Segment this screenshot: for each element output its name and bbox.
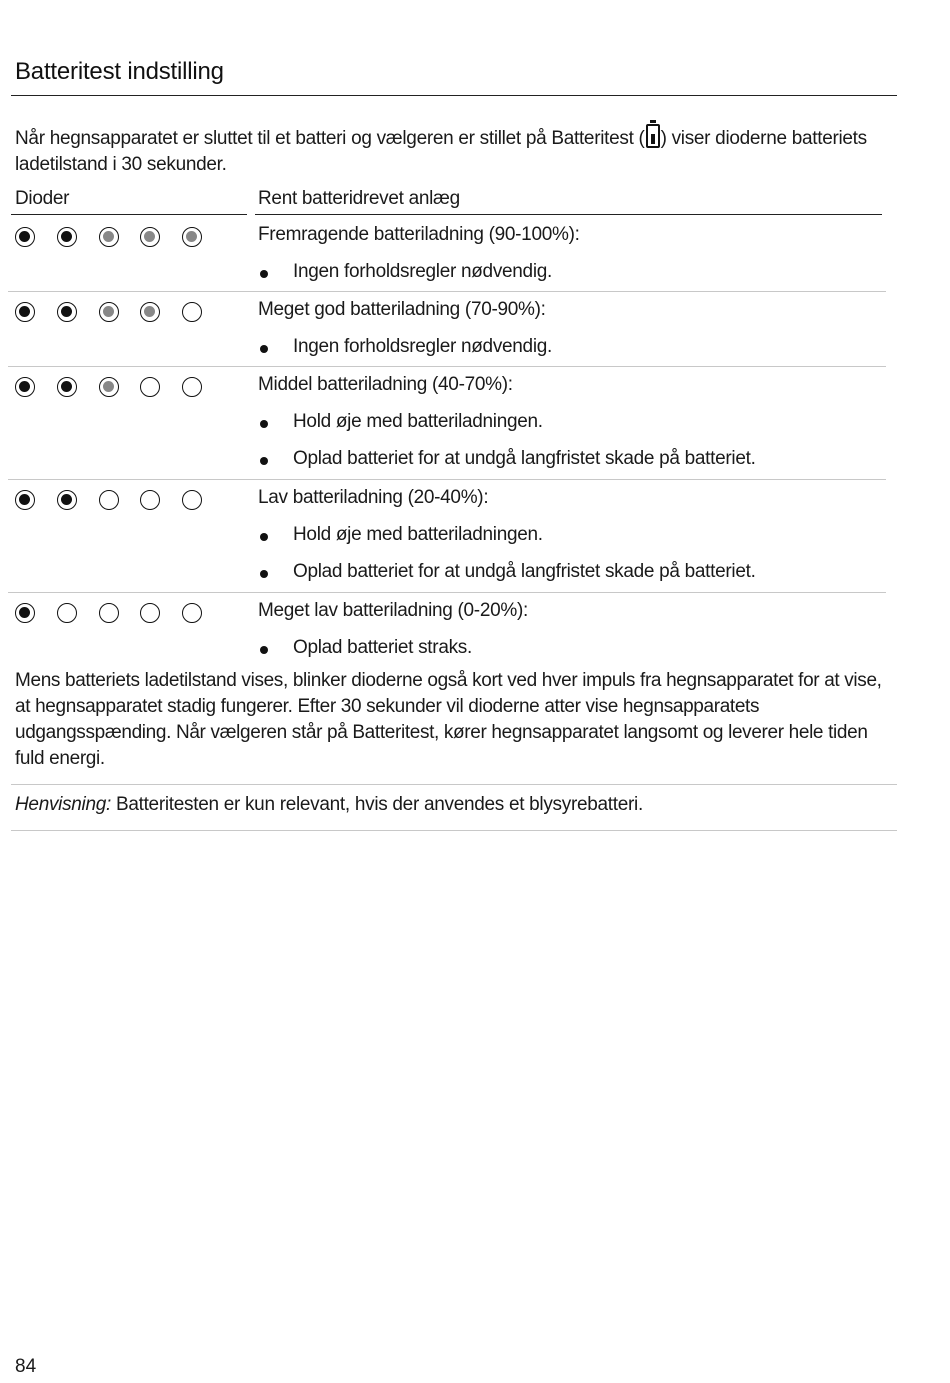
leds-column-header: Dioder (15, 188, 70, 209)
bullet-dot-icon (260, 457, 268, 465)
note-label: Henvisning: (15, 794, 111, 815)
led-off-icon (99, 603, 119, 623)
row-divider (8, 366, 886, 367)
led-on-icon (15, 302, 35, 322)
leds-header-rule (11, 214, 247, 215)
row-heading: Lav batteriladning (20-40%): (258, 487, 489, 508)
body-paragraph: Mens batteriets ladetilstand vises, blinker dioderne også kort ved hver impuls fra hegnsapparatet for at vise, at hegnsapparatet stadig fungerer. Efter 30 sekunder vil dioderne atter vise hegnsapparatets udgangsspænding. Når vælgeren står på Batteritest, kører hegnsapparatet langsomt og leverer hele tiden fuld energi. (15, 670, 882, 769)
row-divider (8, 479, 886, 480)
description-header-rule (255, 214, 882, 215)
bullet-dot-icon (260, 345, 268, 353)
bullet-text: Ingen forholdsregler nødvendig. (293, 261, 552, 282)
bullet-text: Oplad batteriet straks. (293, 637, 472, 658)
row-heading: Meget god batteriladning (70-90%): (258, 299, 546, 320)
led-dim-icon (182, 227, 202, 247)
note-top-rule (11, 784, 897, 785)
battery-icon (646, 124, 660, 148)
row-divider (8, 291, 886, 292)
bullet-text: Hold øje med batteriladningen. (293, 411, 543, 432)
note (15, 794, 643, 816)
note-text: Batteritesten er kun relevant, hvis der anvendes et blysyrebatteri. (110, 794, 643, 815)
bullet-dot-icon (260, 533, 268, 541)
led-on-icon (15, 603, 35, 623)
led-on-icon (57, 302, 77, 322)
bullet-dot-icon (260, 270, 268, 278)
led-off-icon (57, 603, 77, 623)
led-off-icon (140, 377, 160, 397)
led-off-icon (182, 302, 202, 322)
led-dim-icon (140, 302, 160, 322)
row-heading: Middel batteriladning (40-70%): (258, 374, 513, 395)
intro-text-after: ) viser dioderne batteriets ladetilstand i 30 sekunder. (15, 128, 867, 175)
bullet-text: Oplad batteriet for at undgå langfristet skade på batteriet. (293, 448, 756, 469)
led-dim-icon (99, 302, 119, 322)
row-heading: Fremragende batteriladning (90-100%): (258, 224, 580, 245)
description-column-header: Rent batteridrevet anlæg (258, 188, 460, 209)
title-divider (11, 95, 897, 96)
section-title: Batteritest indstilling (15, 58, 224, 85)
led-on-icon (57, 377, 77, 397)
led-on-icon (15, 490, 35, 510)
bullet-text: Oplad batteriet for at undgå langfristet skade på batteriet. (293, 561, 756, 582)
page-number: 84 (15, 1356, 37, 1377)
intro-paragraph (15, 124, 890, 178)
led-on-icon (57, 227, 77, 247)
intro-text-before: Når hegnsapparatet er sluttet til et batteri og vælgeren er stillet på Batteritest ( (15, 128, 645, 149)
led-off-icon (99, 490, 119, 510)
bullet-text: Ingen forholdsregler nødvendig. (293, 336, 552, 357)
led-off-icon (182, 377, 202, 397)
bullet-text: Hold øje med batteriladningen. (293, 524, 543, 545)
led-on-icon (57, 490, 77, 510)
led-off-icon (140, 490, 160, 510)
row-divider (8, 592, 886, 593)
led-off-icon (182, 490, 202, 510)
led-on-icon (15, 227, 35, 247)
led-dim-icon (99, 227, 119, 247)
led-off-icon (140, 603, 160, 623)
bullet-dot-icon (260, 420, 268, 428)
row-heading: Meget lav batteriladning (0-20%): (258, 600, 528, 621)
led-dim-icon (140, 227, 160, 247)
bullet-dot-icon (260, 570, 268, 578)
led-on-icon (15, 377, 35, 397)
bullet-dot-icon (260, 646, 268, 654)
led-dim-icon (99, 377, 119, 397)
led-off-icon (182, 603, 202, 623)
note-bottom-rule (11, 830, 897, 831)
